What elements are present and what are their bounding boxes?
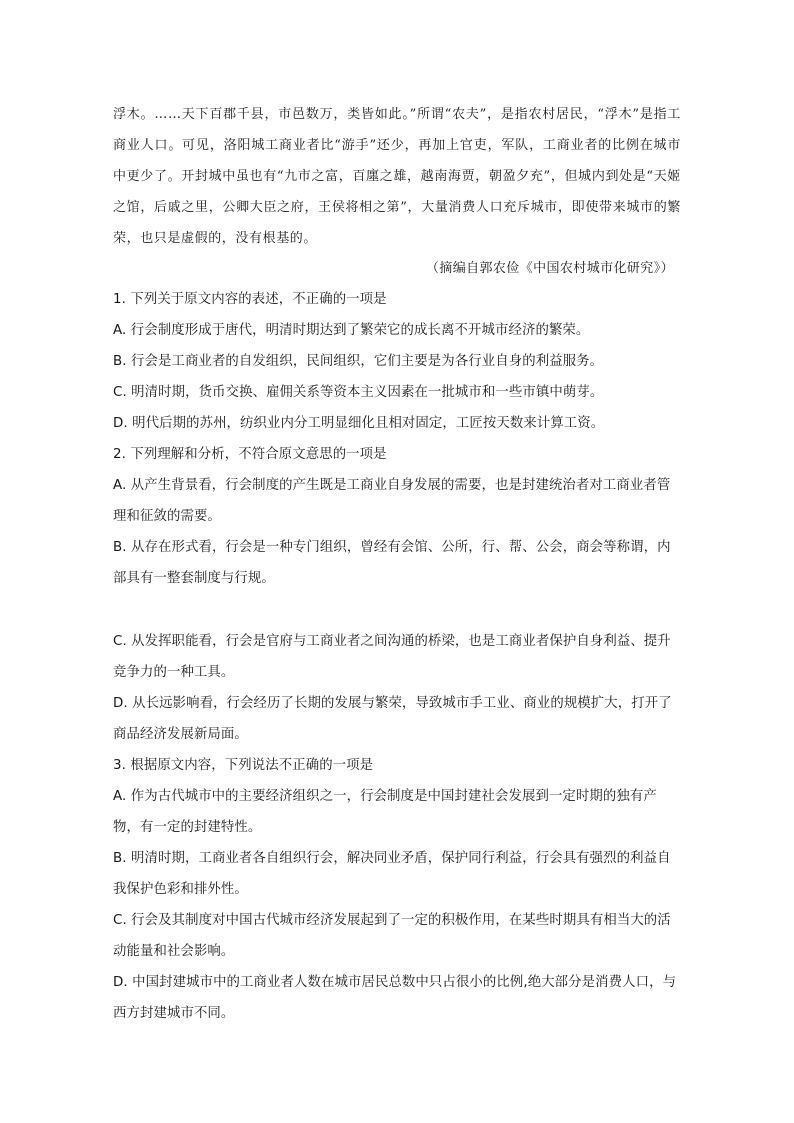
option-b: B. 明清时期，工商业者各自组织行会，解决同业矛盾，保护同行利益，行会具有强烈的利益自我保护色彩和排外性。 — [113, 851, 671, 897]
question-1 — [113, 284, 681, 439]
question-3 — [113, 750, 681, 1029]
option-d: D. 明代后期的苏州，纺织业内分工明显细化且相对固定，工匠按天数来计算工资。 — [113, 416, 605, 431]
question-2-continued — [113, 626, 681, 750]
question-stem: 2. 下列理解和分析，不符合原文意思的一项是 — [113, 447, 387, 462]
option-b: B. 行会是工商业者的自发组织，民间组织，它们主要是为各行业自身的利益服务。 — [113, 354, 604, 369]
option-a: A. 行会制度形成于唐代，明清时期达到了繁荣它的成长离不开城市经济的繁荣。 — [113, 323, 590, 338]
option-d: D. 中国封建城市中的工商业者人数在城市居民总数中只占很小的比例,绝大部分是消费人口，与西方封建城市不同。 — [113, 975, 677, 1021]
option-a: A. 从产生背景看，行会制度的产生既是工商业自身发展的需要，也是封建统治者对工商业者管理和征敛的需要。 — [113, 478, 671, 524]
question-stem: 3. 根据原文内容，下列说法不正确的一项是 — [113, 758, 374, 773]
passage — [113, 99, 681, 254]
option-a: A. 作为古代城市中的主要经济组织之一，行会制度是中国封建社会发展到一定时期的独有产物，有一定的封建特性。 — [113, 789, 657, 835]
option-c: C. 明清时期，货币交换、雇佣关系等资本主义因素在一批城市和一些市镇中萌芽。 — [113, 385, 604, 400]
question-2 — [113, 439, 681, 594]
passage-text: 浮木。……天下百郡千县，市邑数万，类皆如此。”所谓“农夫”，是指农村居民，“浮木”是指工商业人口。可见，洛阳城工商业者比“游手”还少，再加上官吏，军队，工商业者的比例在城市中更少了。开封城中虽也有“九市之富，百廛之雄，越南海贾，朝盈夕充”，但城内到处是“天姬之馆，后戚之里，公卿大臣之府，王侯将相之第”，大量消费人口充斥城市，即使带来城市的繁荣，也只是虚假的，没有根基的。 — [113, 107, 681, 246]
option-d: D. 从长远影响看，行会经历了长期的发展与繁荣，导致城市手工业、商业的规模扩大，打开了商品经济发展新局面。 — [113, 696, 672, 742]
passage-source: （摘编自郭农俭《中国农村城市化研究》） — [425, 261, 674, 276]
question-stem: 1. 下列关于原文内容的表述，不正确的一项是 — [113, 292, 387, 307]
option-c: C. 从发挥职能看，行会是官府与工商业者之间沟通的桥梁，也是工商业者保护自身利益、提升竞争力的一种工具。 — [113, 634, 671, 680]
option-c: C. 行会及其制度对中国古代城市经济发展起到了一定的积极作用，在某些时期具有相当大的活动能量和社会影响。 — [113, 913, 671, 959]
option-b: B. 从存在形式看，行会是一种专门组织，曾经有会馆、公所，行、帮、公会，商会等称谓，内部具有一整套制度与行规。 — [113, 540, 671, 586]
